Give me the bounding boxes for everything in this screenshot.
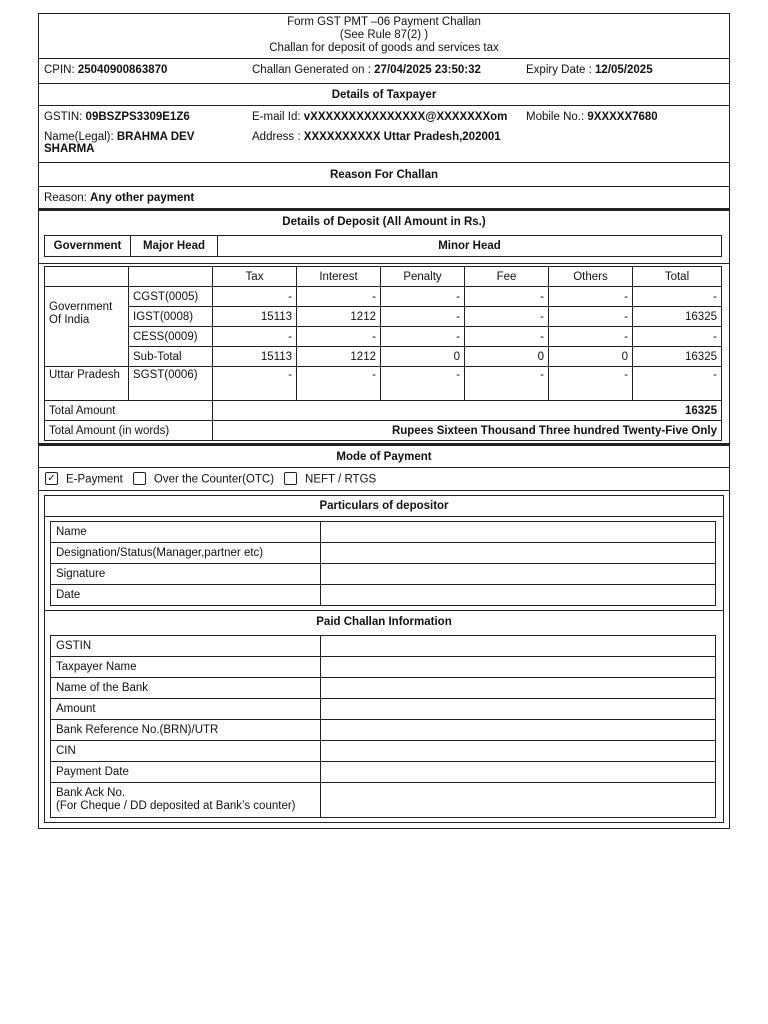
paid-info-table xyxy=(50,635,716,818)
total-words: Rupees Sixteen Thousand Three hundred Twenty-Five Only xyxy=(213,421,722,441)
table-row xyxy=(51,678,716,699)
goi-label: Government Of India xyxy=(45,287,129,367)
field-label: Amount xyxy=(51,699,321,720)
value-cell: - xyxy=(213,327,297,347)
option-label: Over the Counter(OTC) xyxy=(153,473,275,486)
field-value[interactable] xyxy=(321,762,716,783)
mobile: Mobile No.: 9XXXXX7680 xyxy=(526,111,658,123)
form-rule: (See Rule 87(2) ) xyxy=(339,29,429,41)
option-label: E-Payment xyxy=(66,473,123,486)
reason-value: Any other payment xyxy=(90,191,195,204)
value-cell: - xyxy=(465,287,549,307)
cpin: CPIN: 25040900863870 xyxy=(44,64,168,76)
col-interest: Interest xyxy=(297,267,381,287)
table-row xyxy=(45,327,722,347)
table-row xyxy=(51,585,716,606)
field-value[interactable] xyxy=(321,522,716,543)
field-label: Name of the Bank xyxy=(51,678,321,699)
government-header: Government xyxy=(45,236,131,257)
address: Address : XXXXXXXXXX Uttar Pradesh,202001 xyxy=(252,131,501,143)
bank-ack-line2: (For Cheque / DD deposited at Bank’s counter) xyxy=(56,800,296,812)
option-neft[interactable] xyxy=(284,473,376,486)
legal-name: Name(Legal): BRAHMA DEV SHARMA xyxy=(44,131,195,155)
checkbox-empty-icon[interactable] xyxy=(284,472,297,485)
deposit-section-title: Details of Deposit (All Amount in Rs.) xyxy=(282,216,486,228)
table-row xyxy=(51,636,716,657)
minor-head-header: Minor Head xyxy=(438,240,501,252)
col-others: Others xyxy=(549,267,633,287)
head-cess: CESS(0009) xyxy=(129,327,213,347)
form-subtitle: Challan for deposit of goods and services tax xyxy=(269,42,499,54)
table-row xyxy=(51,741,716,762)
value-cell: - xyxy=(549,287,633,307)
value-cell: 15113 xyxy=(213,347,297,367)
value-cell: 0 xyxy=(381,347,465,367)
reason-label: Reason: xyxy=(44,191,87,204)
value-cell: 15113 xyxy=(213,307,297,327)
table-row xyxy=(51,522,716,543)
value-cell: - xyxy=(549,367,633,401)
option-label: NEFT / RTGS xyxy=(305,473,377,486)
empty-corner xyxy=(45,267,129,287)
field-label: Bank Reference No.(BRN)/UTR xyxy=(51,720,321,741)
table-row xyxy=(51,720,716,741)
field-value[interactable] xyxy=(321,741,716,762)
table-row xyxy=(51,543,716,564)
value-cell: 16325 xyxy=(633,347,722,367)
field-value[interactable] xyxy=(321,699,716,720)
field-label: Payment Date xyxy=(51,762,321,783)
value-cell: - xyxy=(633,327,722,347)
value-cell: - xyxy=(297,367,381,401)
field-label: Designation/Status(Manager,partner etc) xyxy=(51,543,321,564)
taxpayer-section-title: Details of Taxpayer xyxy=(39,84,729,106)
field-value[interactable] xyxy=(321,564,716,585)
field-label: Date xyxy=(51,585,321,606)
table-row xyxy=(45,347,722,367)
field-label: CIN xyxy=(51,741,321,762)
generated-on: Challan Generated on : 27/04/2025 23:50:32 xyxy=(252,64,481,76)
field-value[interactable] xyxy=(321,720,716,741)
value-cell: 16325 xyxy=(633,307,722,327)
total-label: Total Amount xyxy=(45,401,213,421)
up-label: Uttar Pradesh xyxy=(45,367,129,401)
field-value[interactable] xyxy=(321,783,716,818)
cpin-strip xyxy=(39,59,729,84)
option-otc[interactable] xyxy=(133,473,274,486)
depositor-table xyxy=(50,521,716,606)
field-value[interactable] xyxy=(321,678,716,699)
head-cgst: CGST(0005) xyxy=(129,287,213,307)
value-cell: - xyxy=(633,367,722,401)
option-epayment[interactable] xyxy=(45,473,123,486)
major-head-header: Major Head xyxy=(131,236,218,257)
table-row xyxy=(51,699,716,720)
value-cell: 1212 xyxy=(297,347,381,367)
words-row xyxy=(45,421,722,441)
value-cell: - xyxy=(381,327,465,347)
payment-mode-title: Mode of Payment xyxy=(39,446,729,468)
value-cell: - xyxy=(297,327,381,347)
table-row xyxy=(45,307,722,327)
value-cell: - xyxy=(297,287,381,307)
field-label: Name xyxy=(51,522,321,543)
col-tax: Tax xyxy=(213,267,297,287)
value-cell: 0 xyxy=(549,347,633,367)
total-amount: 16325 xyxy=(213,401,722,421)
value-cell: - xyxy=(549,327,633,347)
col-fee: Fee xyxy=(465,267,549,287)
value-cell: - xyxy=(633,287,722,307)
field-label: Signature xyxy=(51,564,321,585)
deposit-table xyxy=(44,266,722,441)
table-row xyxy=(51,564,716,585)
challan-form xyxy=(38,13,730,829)
email: E-mail Id: vXXXXXXXXXXXXXXX@XXXXXXXom xyxy=(252,111,508,123)
head-subtotal: Sub-Total xyxy=(129,347,213,367)
empty-corner xyxy=(129,267,213,287)
value-cell: - xyxy=(381,287,465,307)
field-label: GSTIN xyxy=(51,636,321,657)
table-row xyxy=(51,762,716,783)
field-value[interactable] xyxy=(321,585,716,606)
bank-ack-label xyxy=(51,783,321,818)
words-label: Total Amount (in words) xyxy=(45,421,213,441)
form-title: Form GST PMT –06 Payment Challan xyxy=(287,16,481,28)
value-cell: - xyxy=(213,367,297,401)
value-cell: - xyxy=(213,287,297,307)
value-cell: - xyxy=(465,367,549,401)
payment-mode-options xyxy=(39,468,729,491)
head-igst: IGST(0008) xyxy=(129,307,213,327)
checkbox-empty-icon[interactable] xyxy=(133,472,146,485)
deposit-head-table xyxy=(44,235,722,257)
table-row xyxy=(51,657,716,678)
depositor-title: Particulars of depositor xyxy=(45,496,723,517)
expiry-date: Expiry Date : 12/05/2025 xyxy=(526,64,653,76)
table-row xyxy=(45,367,722,401)
field-label: Taxpayer Name xyxy=(51,657,321,678)
table-row xyxy=(45,287,722,307)
value-cell: - xyxy=(381,367,465,401)
field-value[interactable] xyxy=(321,543,716,564)
reason-row xyxy=(39,187,729,211)
table-row xyxy=(51,783,716,818)
paid-info-title: Paid Challan Information xyxy=(45,610,723,633)
checkbox-checked-icon[interactable]: ✓ xyxy=(45,472,58,485)
col-total: Total xyxy=(633,267,722,287)
gstin: GSTIN: 09BSZPS3309E1Z6 xyxy=(44,111,190,123)
reason-section-title: Reason For Challan xyxy=(39,163,729,187)
total-row xyxy=(45,401,722,421)
value-cell: 0 xyxy=(465,347,549,367)
form-header xyxy=(39,14,729,59)
value-cell: 1212 xyxy=(297,307,381,327)
deposit-head-row xyxy=(39,233,729,260)
depositor-box xyxy=(44,495,724,823)
deposit-table-wrap xyxy=(39,260,729,446)
bank-ack-line1: Bank Ack No. xyxy=(56,787,126,799)
value-cell: - xyxy=(381,307,465,327)
col-penalty: Penalty xyxy=(381,267,465,287)
field-value[interactable] xyxy=(321,636,716,657)
value-cell: - xyxy=(465,307,549,327)
value-cell: - xyxy=(465,327,549,347)
field-value[interactable] xyxy=(321,657,716,678)
value-cell: - xyxy=(549,307,633,327)
taxpayer-details xyxy=(39,106,729,163)
head-sgst: SGST(0006) xyxy=(129,367,213,401)
